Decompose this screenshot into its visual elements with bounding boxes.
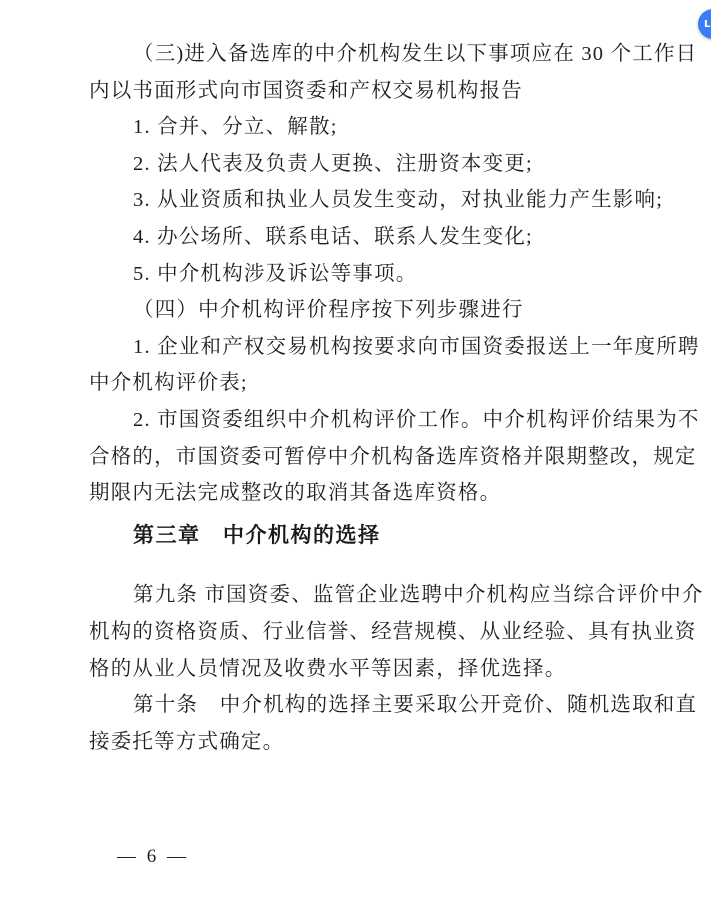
text-line: 第十条 中介机构的选择主要采取公开竞价、随机选取和直 — [133, 694, 698, 717]
text-line: 合格的，市国资委可暂停中介机构备选库资格并限期整改，规定 — [89, 445, 697, 468]
text-line: 5. 中介机构涉及诉讼等事项。 — [133, 262, 418, 285]
text-line: 期限内无法完成整改的取消其备选库资格。 — [89, 482, 502, 505]
page-number: — 6 — — [117, 846, 189, 867]
chapter-heading: 第三章 中介机构的选择 — [133, 522, 381, 547]
floating-action-button[interactable] — [698, 9, 711, 39]
text-line: 3. 从业资质和执业人员发生变动，对执业能力产生影响; — [133, 189, 664, 212]
text-line: 4. 办公场所、联系电话、联系人发生变化; — [133, 225, 533, 248]
floating-action-icon: L — [704, 18, 711, 30]
text-line: （四）中介机构评价程序按下列步骤进行 — [133, 299, 524, 322]
text-line: 2. 市国资委组织中介机构评价工作。中介机构评价结果为不 — [133, 408, 700, 431]
text-line: 第九条 市国资委、监管企业选聘中介机构应当综合评价中介 — [133, 584, 704, 607]
text-line: 1. 合并、分立、解散; — [133, 116, 338, 139]
text-line: 接委托等方式确定。 — [89, 730, 285, 753]
text-line: 内以书面形式向市国资委和产权交易机构报告 — [89, 79, 523, 102]
text-line: 2. 法人代表及负责人更换、注册资本变更; — [133, 152, 533, 175]
document-content — [89, 36, 704, 760]
text-line: 格的从业人员情况及收费水平等因素，择优选择。 — [89, 657, 567, 680]
text-line: 1. 企业和产权交易机构按要求向市国资委报送上一年度所聘 — [133, 335, 700, 358]
text-line: 机构的资格资质、行业信誉、经营规模、从业经验、具有执业资 — [89, 620, 697, 643]
text-line: 中介机构评价表; — [89, 372, 248, 395]
text-line: （三)进入备选库的中介机构发生以下事项应在 30 个工作日 — [133, 43, 698, 65]
